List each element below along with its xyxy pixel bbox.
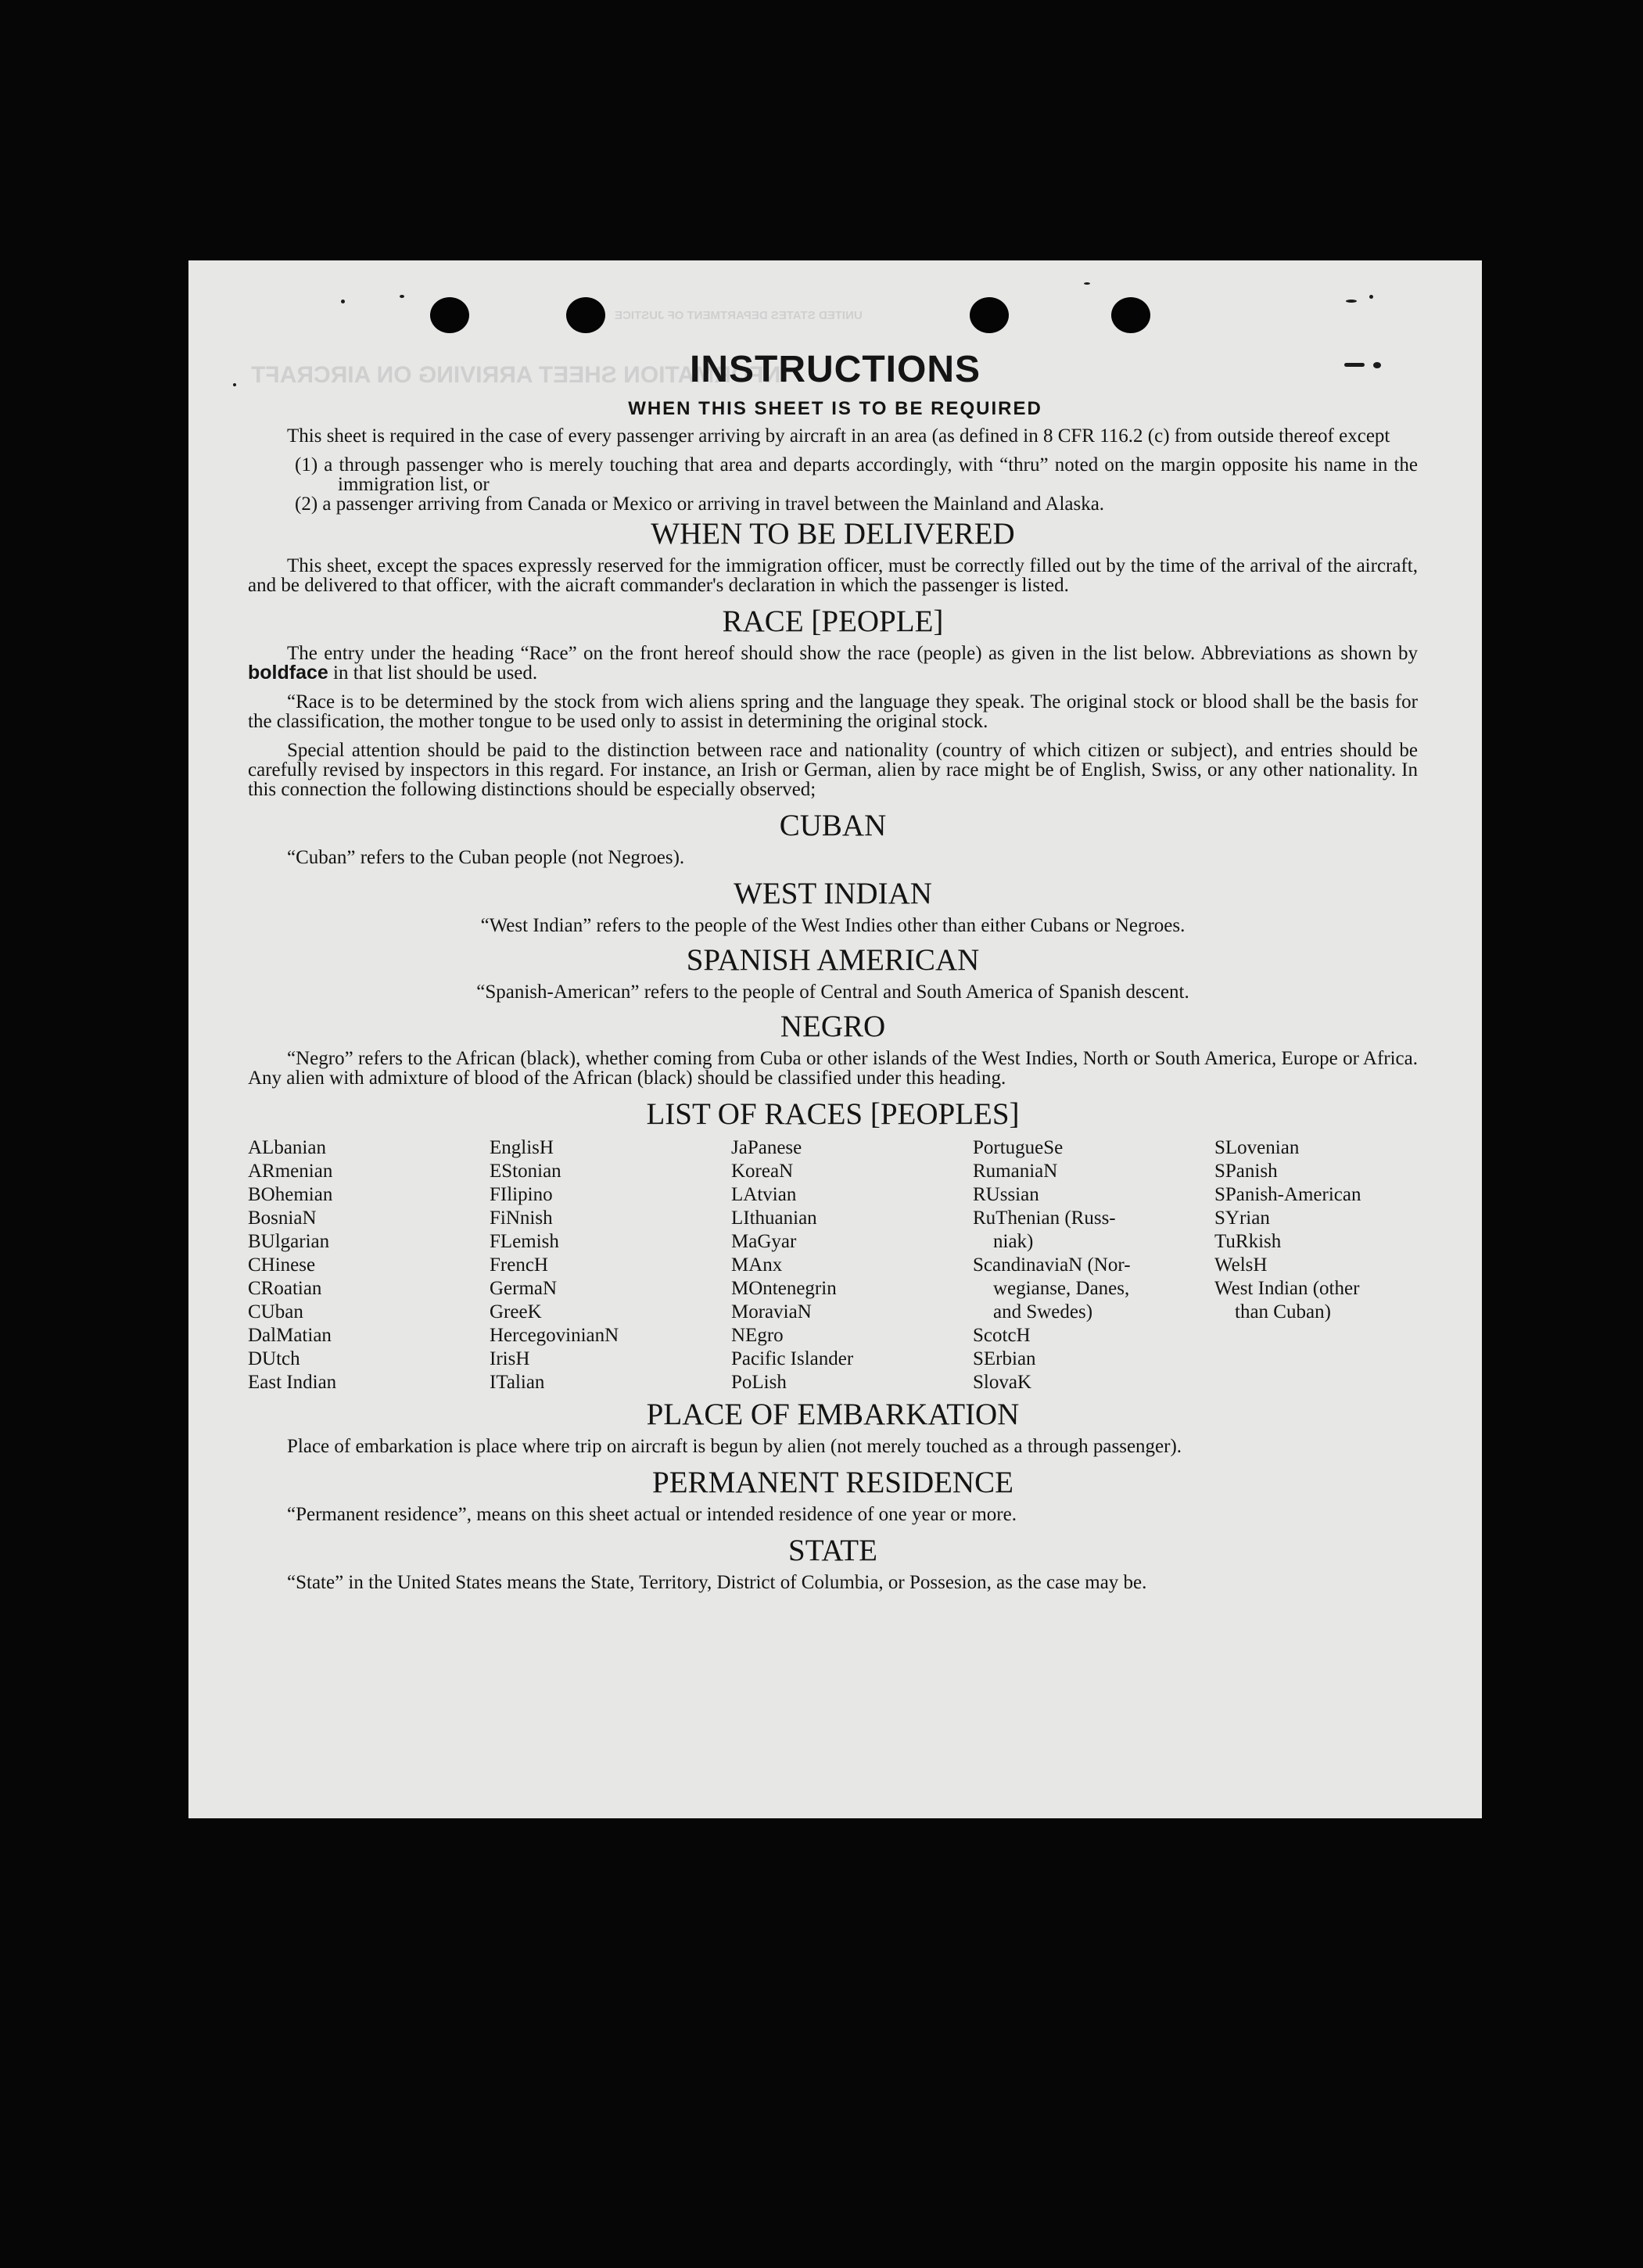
race-entry: ScotcH — [973, 1325, 1031, 1346]
punch-hole — [566, 297, 605, 333]
speck — [1084, 282, 1090, 285]
page-subtitle: WHEN THIS SHEET IS TO BE REQUIRED — [628, 398, 1042, 419]
race-entry-continuation: wegianse, Danes, — [993, 1278, 1130, 1299]
section-heading-spanish-american: SPANISH AMERICAN — [686, 943, 980, 977]
race-entry: MAnx — [731, 1254, 783, 1276]
race-entry: LAtvian — [731, 1184, 797, 1205]
race-entry: TuRkish — [1214, 1231, 1282, 1252]
section-heading-when-delivered: WHEN TO BE DELIVERED — [651, 517, 1015, 551]
race-entry: NEgro — [731, 1325, 784, 1346]
races-column-4 — [973, 1136, 1207, 1394]
document-sheet — [188, 260, 1482, 1818]
race-entry: SYrian — [1214, 1208, 1270, 1229]
race-entry-continuation: than Cuban) — [1235, 1301, 1331, 1322]
bleed-through-text: UNITED STATES DEPARTMENT OF JUSTICE — [615, 309, 863, 322]
race-entry: SPanish — [1214, 1161, 1278, 1182]
speck — [400, 295, 404, 298]
section-heading-state: STATE — [788, 1534, 877, 1567]
race-entry: CRoatian — [248, 1278, 322, 1299]
punch-hole — [1111, 297, 1150, 333]
race-entry: ITalian — [490, 1372, 545, 1393]
exception-item-2: (2) a passenger arriving from Canada or Mexico or arriving in travel between the Mainland and Alaska. — [295, 493, 1105, 515]
race-entry: CHinese — [248, 1254, 316, 1276]
race-entry: SPanish-American — [1214, 1184, 1361, 1205]
race-entry: FrencH — [490, 1254, 548, 1276]
speck — [341, 300, 345, 303]
race-entry: HercegovinianN — [490, 1325, 619, 1346]
embarkation-paragraph: Place of embarkation is place where trip on aircraft is begun by alien (not merely touched as a through passenger). — [287, 1436, 1182, 1457]
race-entry-continuation: niak) — [993, 1231, 1034, 1252]
races-column-5 — [1214, 1136, 1418, 1394]
race-paragraph-1: The entry under the heading “Race” on the front hereof should show the race (people) as given in the list below. Abbreviations as shown by boldface in that list should be used. — [248, 643, 1418, 684]
race-entry: ScandinaviaN (Nor- — [973, 1254, 1131, 1276]
west-indian-paragraph: “West Indian” refers to the people of the West Indies other than either Cubans or Negroes. — [480, 915, 1186, 936]
intro-paragraph: This sheet is required in the case of every passenger arriving by aircraft in an area (as defined in 8 CFR 116.2 (c) from outside thereof except — [287, 425, 1390, 447]
punch-hole — [970, 297, 1009, 333]
race-entry: WelsH — [1214, 1254, 1268, 1276]
race-entry: West Indian (other — [1214, 1278, 1360, 1299]
race-entry: ARmenian — [248, 1161, 333, 1182]
race-entry: EnglisH — [490, 1137, 554, 1158]
race-entry: RUssian — [973, 1184, 1039, 1205]
race-entry: East Indian — [248, 1372, 337, 1393]
race-entry: MaGyar — [731, 1231, 797, 1252]
section-heading-west-indian: WEST INDIAN — [734, 877, 932, 910]
race-entry: EStonian — [490, 1161, 561, 1182]
race-entry: FiNnish — [490, 1208, 553, 1229]
section-heading-cuban: CUBAN — [779, 809, 887, 842]
race-paragraph-2: “Race is to be determined by the stock from wich aliens spring and the language they speak. The original stock or blood shall be the basis for the classification, the mother tongue to be used only to assist in determining the original stock. — [248, 691, 1418, 732]
race-entry: PoLish — [731, 1372, 787, 1393]
section-heading-negro: NEGRO — [780, 1010, 886, 1043]
race-entry: RumaniaN — [973, 1161, 1058, 1182]
bleed-through-text: INFORMATION SHEET ARRIVING ON AIRCRAFT — [251, 362, 787, 388]
race-entry: GreeK — [490, 1301, 542, 1322]
race-entry: JaPanese — [731, 1137, 802, 1158]
race-entry: PortugueSe — [973, 1137, 1064, 1158]
race-entry: MoraviaN — [731, 1301, 812, 1322]
race-entry: CUban — [248, 1301, 303, 1322]
cuban-paragraph: “Cuban” refers to the Cuban people (not Negroes). — [287, 847, 685, 868]
race-entry: KoreaN — [731, 1161, 794, 1182]
permanent-residence-paragraph: “Permanent residence”, means on this sheet actual or intended residence of one year or more. — [287, 1504, 1017, 1525]
race-entry: FIlipino — [490, 1184, 553, 1205]
race-entry-continuation: and Swedes) — [993, 1301, 1093, 1322]
race-entry: ALbanian — [248, 1137, 326, 1158]
speck — [1346, 300, 1357, 303]
spanish-american-paragraph: “Spanish-American” refers to the people of Central and South America of Spanish descent. — [476, 981, 1189, 1003]
races-column-3 — [731, 1136, 966, 1394]
section-heading-permanent-residence: PERMANENT RESIDENCE — [652, 1466, 1013, 1499]
race-entry: BOhemian — [248, 1184, 333, 1205]
when-delivered-paragraph: This sheet, except the spaces expressly reserved for the immigration officer, must be correctly filled out by the time of the arrival of the aircraft, and be delivered to that officer, with the aicraft commander's declaration in which the passenger is listed. — [248, 555, 1418, 596]
instructions-body — [248, 426, 1418, 1602]
race-entry: BUlgarian — [248, 1231, 330, 1252]
race-entry: LIthuanian — [731, 1208, 817, 1229]
race-paragraph-3: Special attention should be paid to the distinction between race and nationality (country of which citizen or subject), and entries should be carefully revised by inspectors in this regard. For instance, an Irish or German, alien by race might be of English, Swiss, or any other nationality. In this connection the following distinctions should be especially observed; — [248, 740, 1418, 800]
section-heading-list-of-races: LIST OF RACES [PEOPLES] — [646, 1097, 1020, 1131]
page-title: INSTRUCTIONS — [690, 349, 981, 390]
race-entry: Pacific Islander — [731, 1348, 854, 1369]
section-heading-race: RACE [PEOPLE] — [722, 605, 944, 638]
race-entry: IrisH — [490, 1348, 530, 1369]
race-entry: SErbian — [973, 1348, 1036, 1369]
section-heading-embarkation: PLACE OF EMBARKATION — [646, 1398, 1020, 1431]
speck — [1369, 295, 1373, 299]
exception-item-1: (1) a through passenger who is merely touching that area and departs accordingly, with “thru” noted on the margin opposite his name in the immigration list, or — [295, 454, 1418, 495]
races-column-2 — [490, 1136, 724, 1394]
race-entry: SLovenian — [1214, 1137, 1300, 1158]
race-entry: DUtch — [248, 1348, 300, 1369]
race-entry: GermaN — [490, 1278, 558, 1299]
race-entry: FLemish — [490, 1231, 559, 1252]
negro-paragraph: “Negro” refers to the African (black), whether coming from Cuba or other islands of the West Indies, North or South America, Europe or Africa. Any alien with admixture of blood of the African (black) should be classified under this heading. — [248, 1048, 1418, 1089]
races-column-1 — [248, 1136, 482, 1394]
races-list — [248, 1136, 1418, 1394]
state-paragraph: “State” in the United States means the State, Territory, District of Columbia, or Possesion, as the case may be. — [287, 1572, 1147, 1593]
boldface-word: boldface — [248, 662, 328, 684]
race-entry: MOntenegrin — [731, 1278, 837, 1299]
punch-hole — [430, 297, 469, 333]
race-entry: RuThenian (Russ- — [973, 1208, 1116, 1229]
race-entry: SlovaK — [973, 1372, 1031, 1393]
race-entry: BosniaN — [248, 1208, 317, 1229]
race-entry: DalMatian — [248, 1325, 332, 1346]
